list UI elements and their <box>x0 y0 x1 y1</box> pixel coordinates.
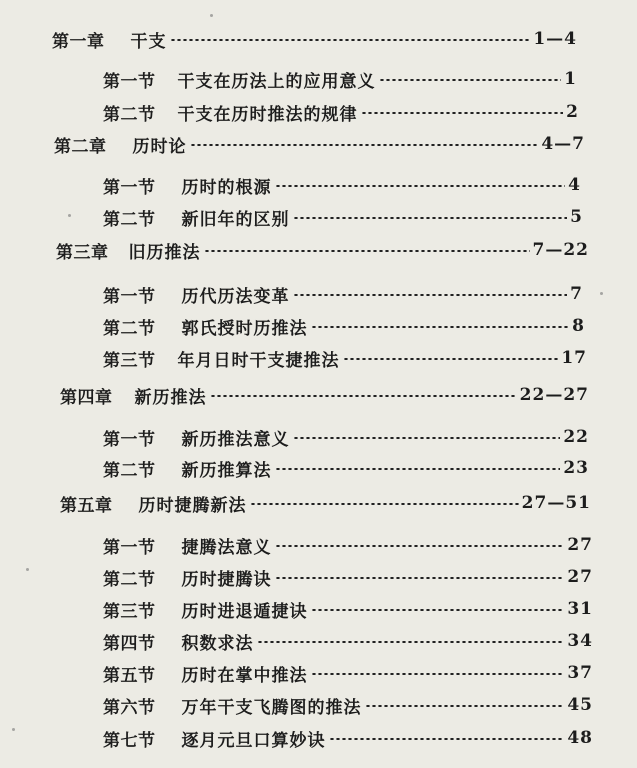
toc-entry-chapter-4 <box>0 382 637 408</box>
entry-page: 48 <box>567 728 593 748</box>
toc-entry-section <box>0 281 637 307</box>
entry-page: 27—51 <box>521 493 591 513</box>
toc-entry-section <box>0 532 637 558</box>
toc-entry-section <box>0 692 637 718</box>
leader-dots <box>293 294 568 296</box>
entry-title: 历时捷腾诀 <box>181 569 272 590</box>
toc-entry-section <box>0 99 637 125</box>
leader-dots <box>275 545 565 547</box>
entry-title: 历时的根源 <box>181 177 272 198</box>
entry-page: 8 <box>572 316 585 336</box>
entry-page: 1 <box>564 69 577 89</box>
entry-title: 历时进退遁捷诀 <box>181 601 308 622</box>
entry-page: 2 <box>566 102 579 122</box>
entry-page: 27 <box>567 535 593 555</box>
toc-entry-section <box>0 345 637 371</box>
entry-title: 干支在历法上的应用意义 <box>177 71 376 92</box>
entry-label: 第二节 <box>103 104 156 125</box>
leader-dots <box>311 609 565 611</box>
toc-entry-section <box>0 172 637 198</box>
entry-label: 第二节 <box>103 569 156 590</box>
entry-label: 第三节 <box>103 350 156 371</box>
paper-speck <box>26 568 29 571</box>
entry-page: 7 <box>570 284 583 304</box>
entry-title: 逐月元旦口算妙诀 <box>181 730 326 751</box>
entry-label: 第一节 <box>103 429 156 450</box>
entry-page: 1—4 <box>533 29 577 49</box>
entry-label: 第一节 <box>103 537 156 558</box>
paper-speck <box>12 728 15 731</box>
entry-title: 旧历推法 <box>128 242 201 263</box>
leader-dots <box>329 738 565 740</box>
entry-label: 第五节 <box>103 665 156 686</box>
entry-title: 郭氏授时历推法 <box>181 318 308 339</box>
leader-dots <box>250 503 519 505</box>
entry-label: 第二节 <box>103 460 156 481</box>
leader-dots <box>311 673 565 675</box>
entry-page: 4 <box>568 175 581 195</box>
entry-page: 22 <box>563 427 589 447</box>
entry-page: 17 <box>561 348 587 368</box>
leader-dots <box>190 144 539 146</box>
entry-title: 新旧年的区别 <box>181 209 290 230</box>
entry-label: 第四节 <box>103 633 156 654</box>
toc-entry-chapter-5 <box>0 490 637 516</box>
entry-title: 新历推法 <box>134 387 207 408</box>
entry-page: 34 <box>567 631 593 651</box>
entry-page: 27 <box>567 567 593 587</box>
leader-dots <box>365 705 565 707</box>
entry-label: 第三章 <box>56 242 109 263</box>
entry-label: 第七节 <box>103 730 156 751</box>
entry-page: 23 <box>563 458 589 478</box>
leader-dots <box>204 250 530 252</box>
leader-dots <box>257 641 565 643</box>
leader-dots <box>293 217 568 219</box>
entry-title: 新历推算法 <box>181 460 272 481</box>
paper-speck <box>68 214 71 217</box>
leader-dots <box>210 395 517 397</box>
paper-speck <box>600 292 603 295</box>
entry-label: 第二节 <box>103 318 156 339</box>
entry-label: 第二章 <box>54 136 107 157</box>
toc-entry-section <box>0 660 637 686</box>
entry-page: 31 <box>567 599 593 619</box>
toc-entry-section <box>0 596 637 622</box>
entry-title: 积数求法 <box>181 633 254 654</box>
leader-dots <box>275 577 565 579</box>
toc-entry-chapter-3 <box>0 237 637 263</box>
leader-dots <box>311 326 570 328</box>
entry-label: 第二节 <box>103 209 156 230</box>
entry-title: 历时论 <box>132 136 187 157</box>
entry-label: 第一章 <box>52 31 105 52</box>
entry-label: 第三节 <box>103 601 156 622</box>
toc-entry-section <box>0 628 637 654</box>
toc-entry-section <box>0 455 637 481</box>
entry-title: 历时在掌中推法 <box>181 665 308 686</box>
leader-dots <box>170 39 531 41</box>
entry-title: 年月日时干支捷推法 <box>177 350 340 371</box>
leader-dots <box>275 185 566 187</box>
entry-title: 历代历法变革 <box>181 286 290 307</box>
entry-title: 历时捷腾新法 <box>138 495 247 516</box>
entry-title: 新历推法意义 <box>181 429 290 450</box>
entry-label: 第一节 <box>103 71 156 92</box>
leader-dots <box>275 468 561 470</box>
leader-dots <box>293 437 561 439</box>
leader-dots <box>361 112 564 114</box>
entry-page: 22—27 <box>519 385 589 405</box>
toc-entry-chapter-2 <box>0 131 637 157</box>
entry-title: 捷腾法意义 <box>181 537 272 558</box>
entry-label: 第五章 <box>60 495 113 516</box>
entry-label: 第一节 <box>103 177 156 198</box>
toc-entry-section <box>0 564 637 590</box>
entry-title: 干支 <box>130 31 167 52</box>
leader-dots <box>343 358 559 360</box>
entry-page: 4—7 <box>541 134 585 154</box>
toc-entry-section <box>0 313 637 339</box>
toc-entry-section <box>0 725 637 751</box>
toc-entry-section <box>0 424 637 450</box>
toc-entry-section <box>0 66 637 92</box>
paper-speck <box>210 14 213 17</box>
entry-title: 干支在历时推法的规律 <box>177 104 358 125</box>
toc-entry-section <box>0 204 637 230</box>
entry-label: 第六节 <box>103 697 156 718</box>
entry-page: 37 <box>567 663 593 683</box>
entry-page: 7—22 <box>532 240 589 260</box>
entry-label: 第四章 <box>60 387 113 408</box>
leader-dots <box>379 79 562 81</box>
entry-page: 5 <box>570 207 583 227</box>
toc-entry-chapter-1 <box>0 26 637 52</box>
entry-label: 第一节 <box>103 286 156 307</box>
entry-title: 万年干支飞腾图的推法 <box>181 697 362 718</box>
entry-page: 45 <box>567 695 593 715</box>
